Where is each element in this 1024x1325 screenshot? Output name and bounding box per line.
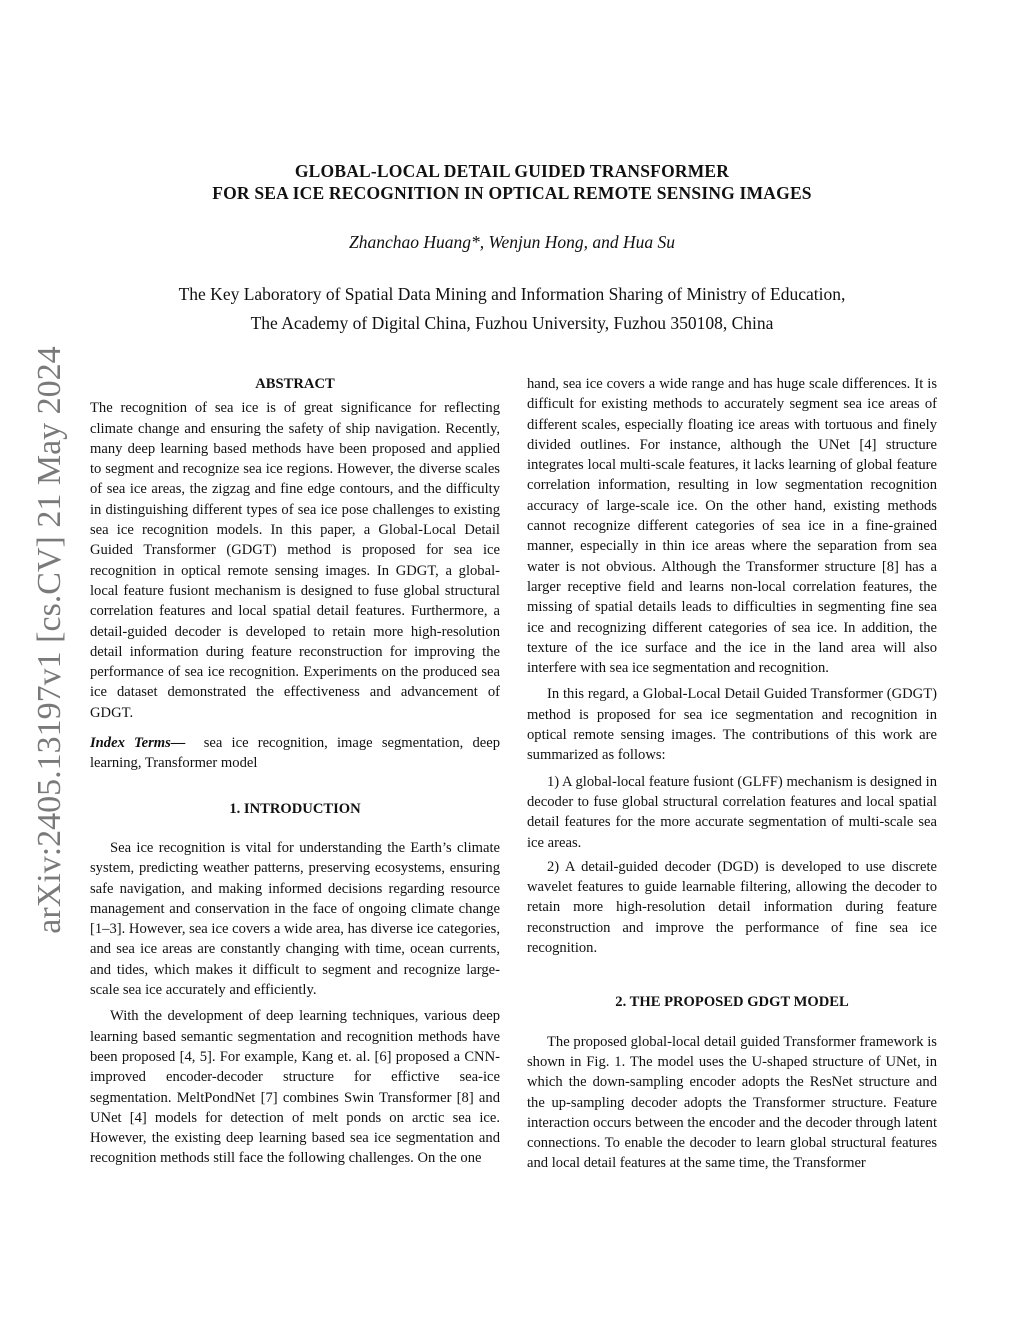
- intro-paragraph-1: Sea ice recognition is vital for understanding the Earth’s climate system, predicting weather patterns, preserving ecosystems, ensuring safe navigation, and making informed decisions regarding resource management and conservation in the face of ongoing climate change [1–3]. However, sea ice covers a wide area, has diverse ice categories, and sea ice areas are constantly changing with time, ocean currents, and tides, which makes it difficult to segment and recognize large-scale sea ice accurately and efficiently.: [90, 839, 500, 999]
- paper-title: [0, 160, 1024, 204]
- title-line-2: FOR SEA ICE RECOGNITION IN OPTICAL REMOTE SENSING IMAGES: [212, 183, 812, 203]
- contribution-1: 1) A global-local feature fusiont (GLFF) mechanism is designed in decoder to fuse global structural correlation features and local spatial detail features for the more accurate segmentation of multi-scale sea ice areas.: [527, 773, 937, 851]
- left-column: [90, 374, 500, 1169]
- affiliation: [0, 280, 1024, 338]
- right-column: [527, 374, 937, 1174]
- affiliation-line-1: The Key Laboratory of Spatial Data Mining and Information Sharing of Ministry of Education,: [178, 284, 846, 304]
- arxiv-sidebar-stamp: arXiv:2405.13197v1 [cs.CV] 21 May 2024: [31, 346, 68, 934]
- index-terms-label: Index Terms—: [90, 735, 186, 752]
- affiliation-line-2: The Academy of Digital China, Fuzhou University, Fuzhou 350108, China: [250, 313, 774, 333]
- intro-paragraph-3: hand, sea ice covers a wide range and has huge scale differences. It is difficult for existing methods to accurately segment sea ice areas of different scales, especially floating ice areas with tortuous and finely divided outlines. For instance, although the UNet [4] structure integrates local multi-scale features, it lacks learning of global feature correlation information, resulting in low segmentation recognition accuracy of large-scale ice. On the other hand, existing methods cannot recognize different categories of sea ice in a fine-grained manner, especially in thin ice areas where the separation from sea water is not obvious. Although the Transformer structure [8] has a larger receptive field and learns non-local correlation features, the missing of spatial details leads to difficulties in segmenting fine sea ice and recognizing different categories of sea ice. In addition, the texture of the ice surface and the ice in the land area will also interfere with sea ice segmentation and recognition.: [527, 376, 937, 677]
- abstract-heading: ABSTRACT: [255, 376, 335, 392]
- index-terms-text: sea ice recognition, image segmentation, deep learning, Transformer model: [90, 735, 500, 772]
- abstract-text: The recognition of sea ice is of great significance for reflecting climate change and ensuring the safety of ship navigation. Recently, many deep learning based methods have been proposed and applied to segment and recognize sea ice regions. However, the diverse scales of sea ice areas, the zigzag and fine edge contours, and the difficulty in distinguishing different types of sea ice pose challenges to existing sea ice recognition models. In this paper, a Global-Local Detail Guided Transformer (GDGT) method is proposed for sea ice recognition in optical remote sensing images. In GDGT, a global-local feature fusiont mechanism is designed to fuse global structural correlation features and local spatial detail features. Furthermore, a detail-guided decoder is developed to retain more high-resolution detail information during feature reconstruction for improving the performance of sea ice recognition. Experiments on the produced sea ice dataset demonstrated the effectiveness and advancement of GDGT.: [90, 400, 500, 721]
- intro-paragraph-2: With the development of deep learning techniques, various deep learning based semantic segmentation and recognition methods have been proposed [4, 5]. For example, Kang et. al. [6] proposed a CNN-improved encoder-decoder structure for effictive sea-ice segmentation. MeltPondNet [7] combines Swin Transformer [8] and UNet [4] models for detection of melt ponds on arctic sea ice. However, the existing deep learning based sea ice segmentation and recognition methods still face the following challenges. On the one: [90, 1008, 500, 1167]
- index-terms: [90, 733, 500, 774]
- title-line-1: GLOBAL-LOCAL DETAIL GUIDED TRANSFORMER: [294, 161, 730, 181]
- contribution-2: 2) A detail-guided decoder (DGD) is developed to use discrete wavelet features to guide learnable filtering, allowing the decoder to retain more high-resolution detail information during feature reconstruction and improve the performance of fine sea ice recognition.: [527, 858, 937, 957]
- model-heading: 2. THE PROPOSED GDGT MODEL: [615, 994, 849, 1011]
- authors: Zhanchao Huang*, Wenjun Hong, and Hua Su: [348, 232, 675, 252]
- intro-paragraph-4: In this regard, a Global-Local Detail Guided Transformer (GDGT) method is proposed for sea ice segmentation and recognition in optical remote sensing images. The contributions of this work are summarized as follows:: [527, 686, 937, 764]
- model-paragraph-1: The proposed global-local detail guided Transformer framework is shown in Fig. 1. The model uses the U-shaped structure of UNet, in which the down-sampling encoder adopts the ResNet structure and the up-sampling decoder adopts the Transformer structure. Feature interaction occurs between the encoder and the decoder through latent connections. To enable the decoder to learn global structural features and local detail features at the same time, the Transformer: [527, 1033, 937, 1172]
- introduction-heading: 1. INTRODUCTION: [229, 800, 361, 817]
